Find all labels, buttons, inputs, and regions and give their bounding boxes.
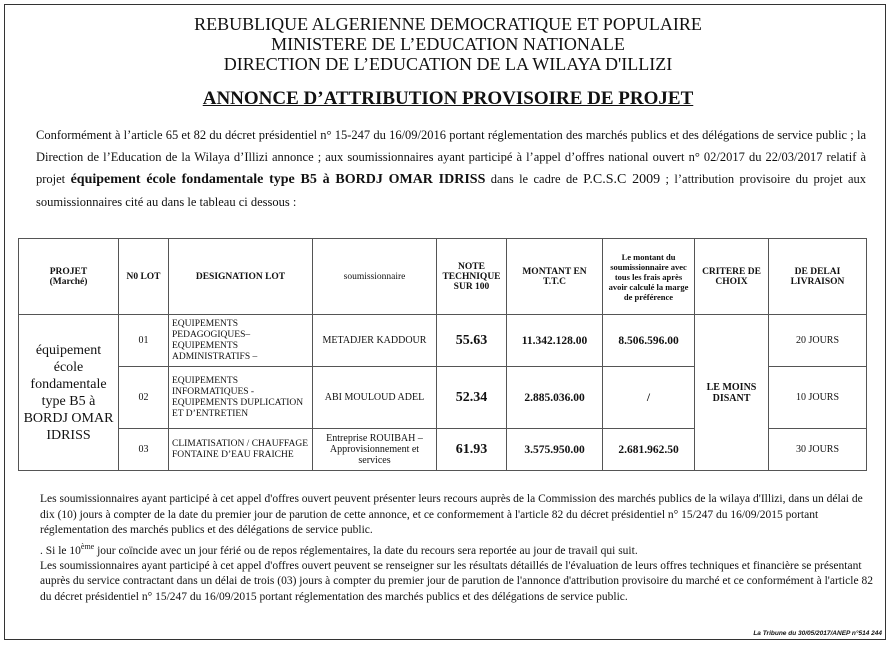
amount-adjusted: / [603,367,695,429]
delivery-delay: 10 JOURS [769,367,867,429]
header-soumissionnaire: soumissionnaire [313,239,437,315]
choice-criterion: LE MOINS DISANT [695,315,769,471]
intro-part1: Conformément à l’article 65 et 82 du décret présidentiel n° 15-247 du 16/09/2016 portant réglementation des marchés publics et des délégations de service public ; la Direction de l’Education de la Wilaya d’Illizi annonce ; aux soumissionnaires ayant participé à l’appel d’offres national ouvert n° 02/2017 du 22/03/2017 relatif à projet [36,128,866,186]
table-header-row [19,239,867,315]
lot-number: 02 [119,367,169,429]
holiday-paragraph: . Si le 10ème jour coïncide avec un jour férié ou de repos réglementaires, la date du recours sera reportée au jour de travail qui suit. [40,541,638,557]
soumissionnaire-name: ABI MOULOUD ADEL [313,367,437,429]
amount-adjusted: 2.681.962.50 [603,429,695,471]
amount-ttc: 3.575.950.00 [507,429,603,471]
header-republic: REBUBLIQUE ALGERIENNE DEMOCRATIQUE ET POPULAIRE [194,14,702,34]
soumissionnaire-name: METADJER KADDOUR [313,315,437,367]
header-lot: N0 LOT [119,239,169,315]
header-designation: DESIGNATION LOT [169,239,313,315]
header-direction: DIRECTION DE L’EDUCATION DE LA WILAYA D'ILLIZI [223,54,673,74]
announcement-title: ANNONCE D’ATTRIBUTION PROVISOIRE DE PROJET [202,88,694,109]
delivery-delay: 20 JOURS [769,315,867,367]
header-montant: MONTANT EN T.T.C [507,239,603,315]
delivery-delay: 30 JOURS [769,429,867,471]
results-paragraph: Les soumissionnaires ayant participé à cet appel d'offres ouvert peuvent se renseigner sur les résultats détaillés de l'évaluation de leurs offres techniques et financière se présentant auprès du service contractant dans un délai de trois (03) jours à compter du premier jour de parution de l'annonce d'attribution provisoire du marché et ce conformément à l'article 82 du décret présidentiel n° 15/247 du 16/09/2015 portant réglementation des marchés publics et des délégations de service public. [40,559,873,603]
technical-score: 61.93 [437,429,507,471]
intro-part2: dans le cadre de [490,172,578,186]
lot-designation: EQUIPEMENTS PEDAGOGIQUES– EQUIPEMENTS ADMINISTRATIFS – [169,315,313,367]
header-projet: PROJET (Marché) [19,239,119,315]
amount-ttc: 11.342.128.00 [507,315,603,367]
technical-score: 52.34 [437,367,507,429]
lot-designation: CLIMATISATION / CHAUFFAGE FONTAINE D’EAU FRAICHE [169,429,313,471]
header-delai: DE DELAI LIVRAISON [769,239,867,315]
lot-number: 01 [119,315,169,367]
amount-adjusted: 8.506.596.00 [603,315,695,367]
header-critere: CRITERE DE CHOIX [695,239,769,315]
project-cell: équipement école fondamentale type B5 à BORDJ OMAR IDRISS [19,315,119,471]
table-row [19,315,867,367]
recourse-paragraph: Les soumissionnaires ayant participé à cet appel d'offres ouvert peuvent présenter leurs recours auprès de la Commission des marchés publics de la wilaya d'Illizi, dans un délai de dix (10) jours à compter de la date du premier jour de parution de cette annonce, et ce conformement à l'article 82 du décret présidentiel n° 15/247 du 16/09/2015 portant réglementation des marchés publics et des délégations de service public. [40,493,863,536]
header-montant-corrige: Le montant du soumissionnaire avec tous les frais après avoir calculé la marge de préférence [603,239,695,315]
lot-number: 03 [119,429,169,471]
header-note: NOTE TECHNIQUE SUR 100 [437,239,507,315]
intro-project: équipement école fondamentale type B5 à BORDJ OMAR IDRISS [70,172,486,187]
soumissionnaire-name: Entreprise ROUIBAH – Approvisionnement et services [313,429,437,471]
attribution-table [18,238,867,471]
intro-program: P.C.S.C 2009 [583,172,661,187]
technical-score: 55.63 [437,315,507,367]
amount-ttc: 2.885.036.00 [507,367,603,429]
publication-credit: La Tribune du 30/05/2017/ANEP n°514 244 [753,630,882,637]
lot-designation: EQUIPEMENTS INFORMATIQUES - EQUIPEMENTS DUPLICATION ET D’ENTRETIEN [169,367,313,429]
intro-part3: ; l’attribution provisoire du projet aux soumissionnaires cité au dans le tableau ci dessous : [36,172,867,209]
footer-notice [40,492,874,605]
header-ministry: MINISTERE DE L’EDUCATION NATIONALE [271,34,625,54]
intro-paragraph [36,124,866,213]
